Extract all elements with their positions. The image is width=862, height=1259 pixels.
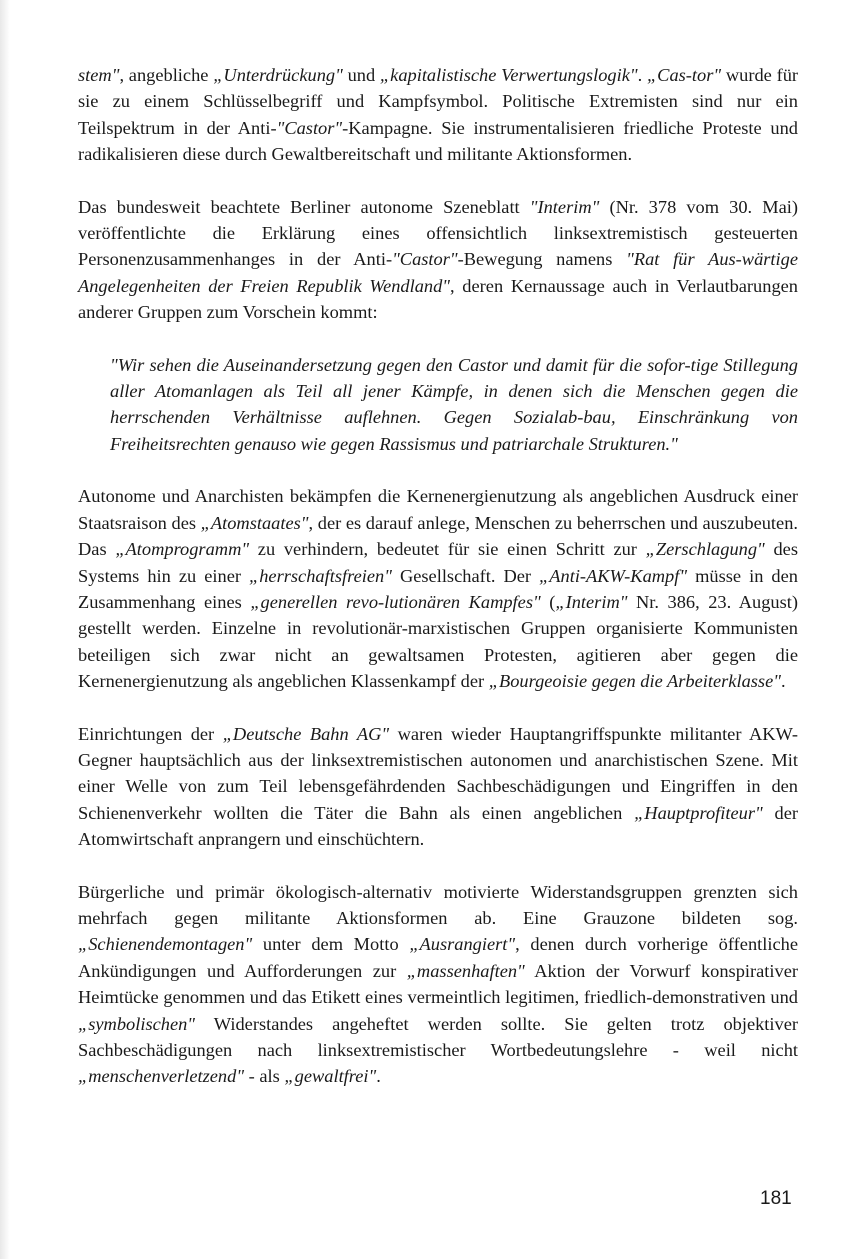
paragraph-castor-symbol: [78, 62, 798, 168]
text-run: der Atomwirtschaft anprangern und einschüchtern.: [78, 802, 798, 850]
italic-run: „generellen revo-lutionären Kampfes": [250, 591, 541, 612]
block-quote: [110, 352, 798, 458]
italic-run: "Castor": [276, 117, 343, 138]
text-run: , der es darauf anlege, Menschen zu beherrschen und auszubeuten. Das: [78, 512, 798, 560]
text-run: -Bewegung namens: [457, 249, 627, 270]
text-run: Einrichtungen der: [78, 723, 223, 744]
text-run: Das bundesweit beachtete Berliner autonome Szeneblatt: [78, 196, 530, 217]
italic-run: „Atomstaates": [200, 512, 309, 533]
italic-run: „menschenverletzend": [78, 1066, 245, 1087]
text-run: Aktion der Vorwurf konspirativer Heimtücke genommen und das Etikett eines vermeintlich legitimen, friedlich-demonstrativen und: [78, 960, 798, 1008]
text-run: Gesellschaft. Der: [391, 565, 540, 586]
text-run: .: [637, 65, 647, 85]
text-run: waren wieder Hauptangriffspunkte militanter AKW-Gegner hauptsächlich aus der linksextremistischen autonomen und anarchistischen Szene. Mit einer Welle von zum Teil lebensgefährdenden Sachbeschädigungen und Eingriffen in den Schienenverkehr wollten die Täter die Bahn als einen angeblichen: [78, 723, 798, 823]
italic-run: „Bourgeoisie gegen die Arbeiterklasse": [488, 671, 781, 692]
text-run: unter dem Motto: [252, 934, 410, 955]
italic-run: „Schienendemontagen": [78, 934, 253, 955]
italic-run: „Cas-tor": [646, 65, 722, 85]
text-run: , denen durch vorherige öffentliche Ankündigungen und Aufforderungen zur: [78, 934, 798, 981]
italic-run: „Ausrangiert": [409, 934, 516, 955]
italic-run: "Interim": [529, 196, 600, 217]
italic-run: „Unterdrückung": [213, 65, 343, 85]
italic-run: „Hauptprofiteur": [634, 802, 763, 823]
text-run: wurde für sie zu einem Schlüsselbegriff und Kampfsymbol. Politische Extremisten sind nur ein Teilspektrum in der Anti-: [78, 65, 799, 138]
text-run: und: [342, 65, 380, 85]
text-run: Widerstandes angeheftet werden sollte. Sie gelten trotz objektiver Sachbeschädigungen nach linksextremistischer Wortbedeutungslehre - weil nicht: [78, 1013, 798, 1060]
paragraph-interim-declaration: [78, 194, 798, 326]
italic-run: „Interim": [555, 591, 628, 612]
italic-run: „symbolischen": [78, 1013, 196, 1034]
text-run: .: [780, 671, 786, 692]
paragraph-deutsche-bahn: [78, 721, 798, 853]
document-body: [78, 62, 798, 1090]
text-run: Bürgerliche und primär ökologisch-alternativ motivierte Widerstandsgruppen grenzten sich mehrfach gegen militante Aktionsformen ab. Eine Grauzone bildeten sog.: [78, 881, 798, 928]
text-run: Nr. 386, 23. August) gestellt werden. Einzelne in revolutionär-marxistischen Gruppen organisierte Kommunisten beteiligen sich zwar nicht an gewaltsamen Protesten, agitieren aber gegen die Kernenergienutzung als angeblichen Klassenkampf der: [78, 591, 798, 692]
italic-run: „gewaltfrei": [284, 1066, 377, 1087]
italic-run: "Castor": [392, 249, 458, 270]
text-run: - als: [244, 1066, 285, 1087]
paragraph-autonome-anarchisten: [78, 483, 798, 694]
text-run: (: [540, 591, 556, 612]
text-run: , angebliche: [119, 65, 214, 85]
italic-run: "Wir sehen die Auseinandersetzung gegen den Castor und damit für die sofor-tige Stillegung aller Atomanlagen als Teil all jener Kämpfe, in denen sich die Menschen gegen die herrschenden Verhältnisse auflehnen. Gegen Sozialab-bau, Einschränkung von Freiheitsrechten genauso wie gegen Rassismus und patriarchale Strukturen.": [110, 354, 798, 454]
text-run: des Systems hin zu einer: [78, 539, 798, 586]
italic-run: „herrschaftsfreien": [249, 565, 392, 586]
text-run: zu verhindern, bedeutet für sie einen Schritt zur: [249, 539, 646, 560]
text-run: (Nr. 378 vom 30. Mai) veröffentlichte die Erklärung eines offensichtlich linksextremistisch gesteuerten Personenzusammenhanges in der Anti-: [78, 196, 798, 270]
text-run: , deren Kernaussage auch in Verlautbarungen anderer Gruppen zum Vorschein kommt:: [78, 275, 798, 323]
page-number: 181: [760, 1188, 792, 1209]
italic-run: „kapitalistische Verwertungslogik": [379, 65, 638, 85]
italic-run: „Zerschlagung": [645, 539, 765, 560]
text-run: müsse in den Zusammenhang eines: [78, 565, 798, 612]
italic-run: „Anti-AKW-Kampf": [539, 565, 688, 586]
italic-run: „massenhaften": [406, 960, 525, 981]
text-run: -Kampagne. Sie instrumentalisieren friedliche Proteste und radikalisieren diese durch Gewaltbereitschaft und militante Aktionsformen.: [78, 117, 798, 165]
italic-run: stem": [78, 65, 120, 85]
page-edge-shadow: [0, 0, 10, 1259]
italic-run: „Deutsche Bahn AG": [222, 723, 390, 744]
italic-run: "Rat für Aus-wärtige Angelegenheiten der Freien Republik Wendland": [78, 249, 798, 296]
italic-run: „Atomprogramm": [115, 539, 250, 560]
text-run: .: [376, 1066, 381, 1087]
paragraph-schienendemontagen: [78, 879, 798, 1090]
text-run: Autonome und Anarchisten bekämpfen die Kernenergienutzung als angeblichen Ausdruck einer Staatsraison des: [78, 486, 798, 533]
